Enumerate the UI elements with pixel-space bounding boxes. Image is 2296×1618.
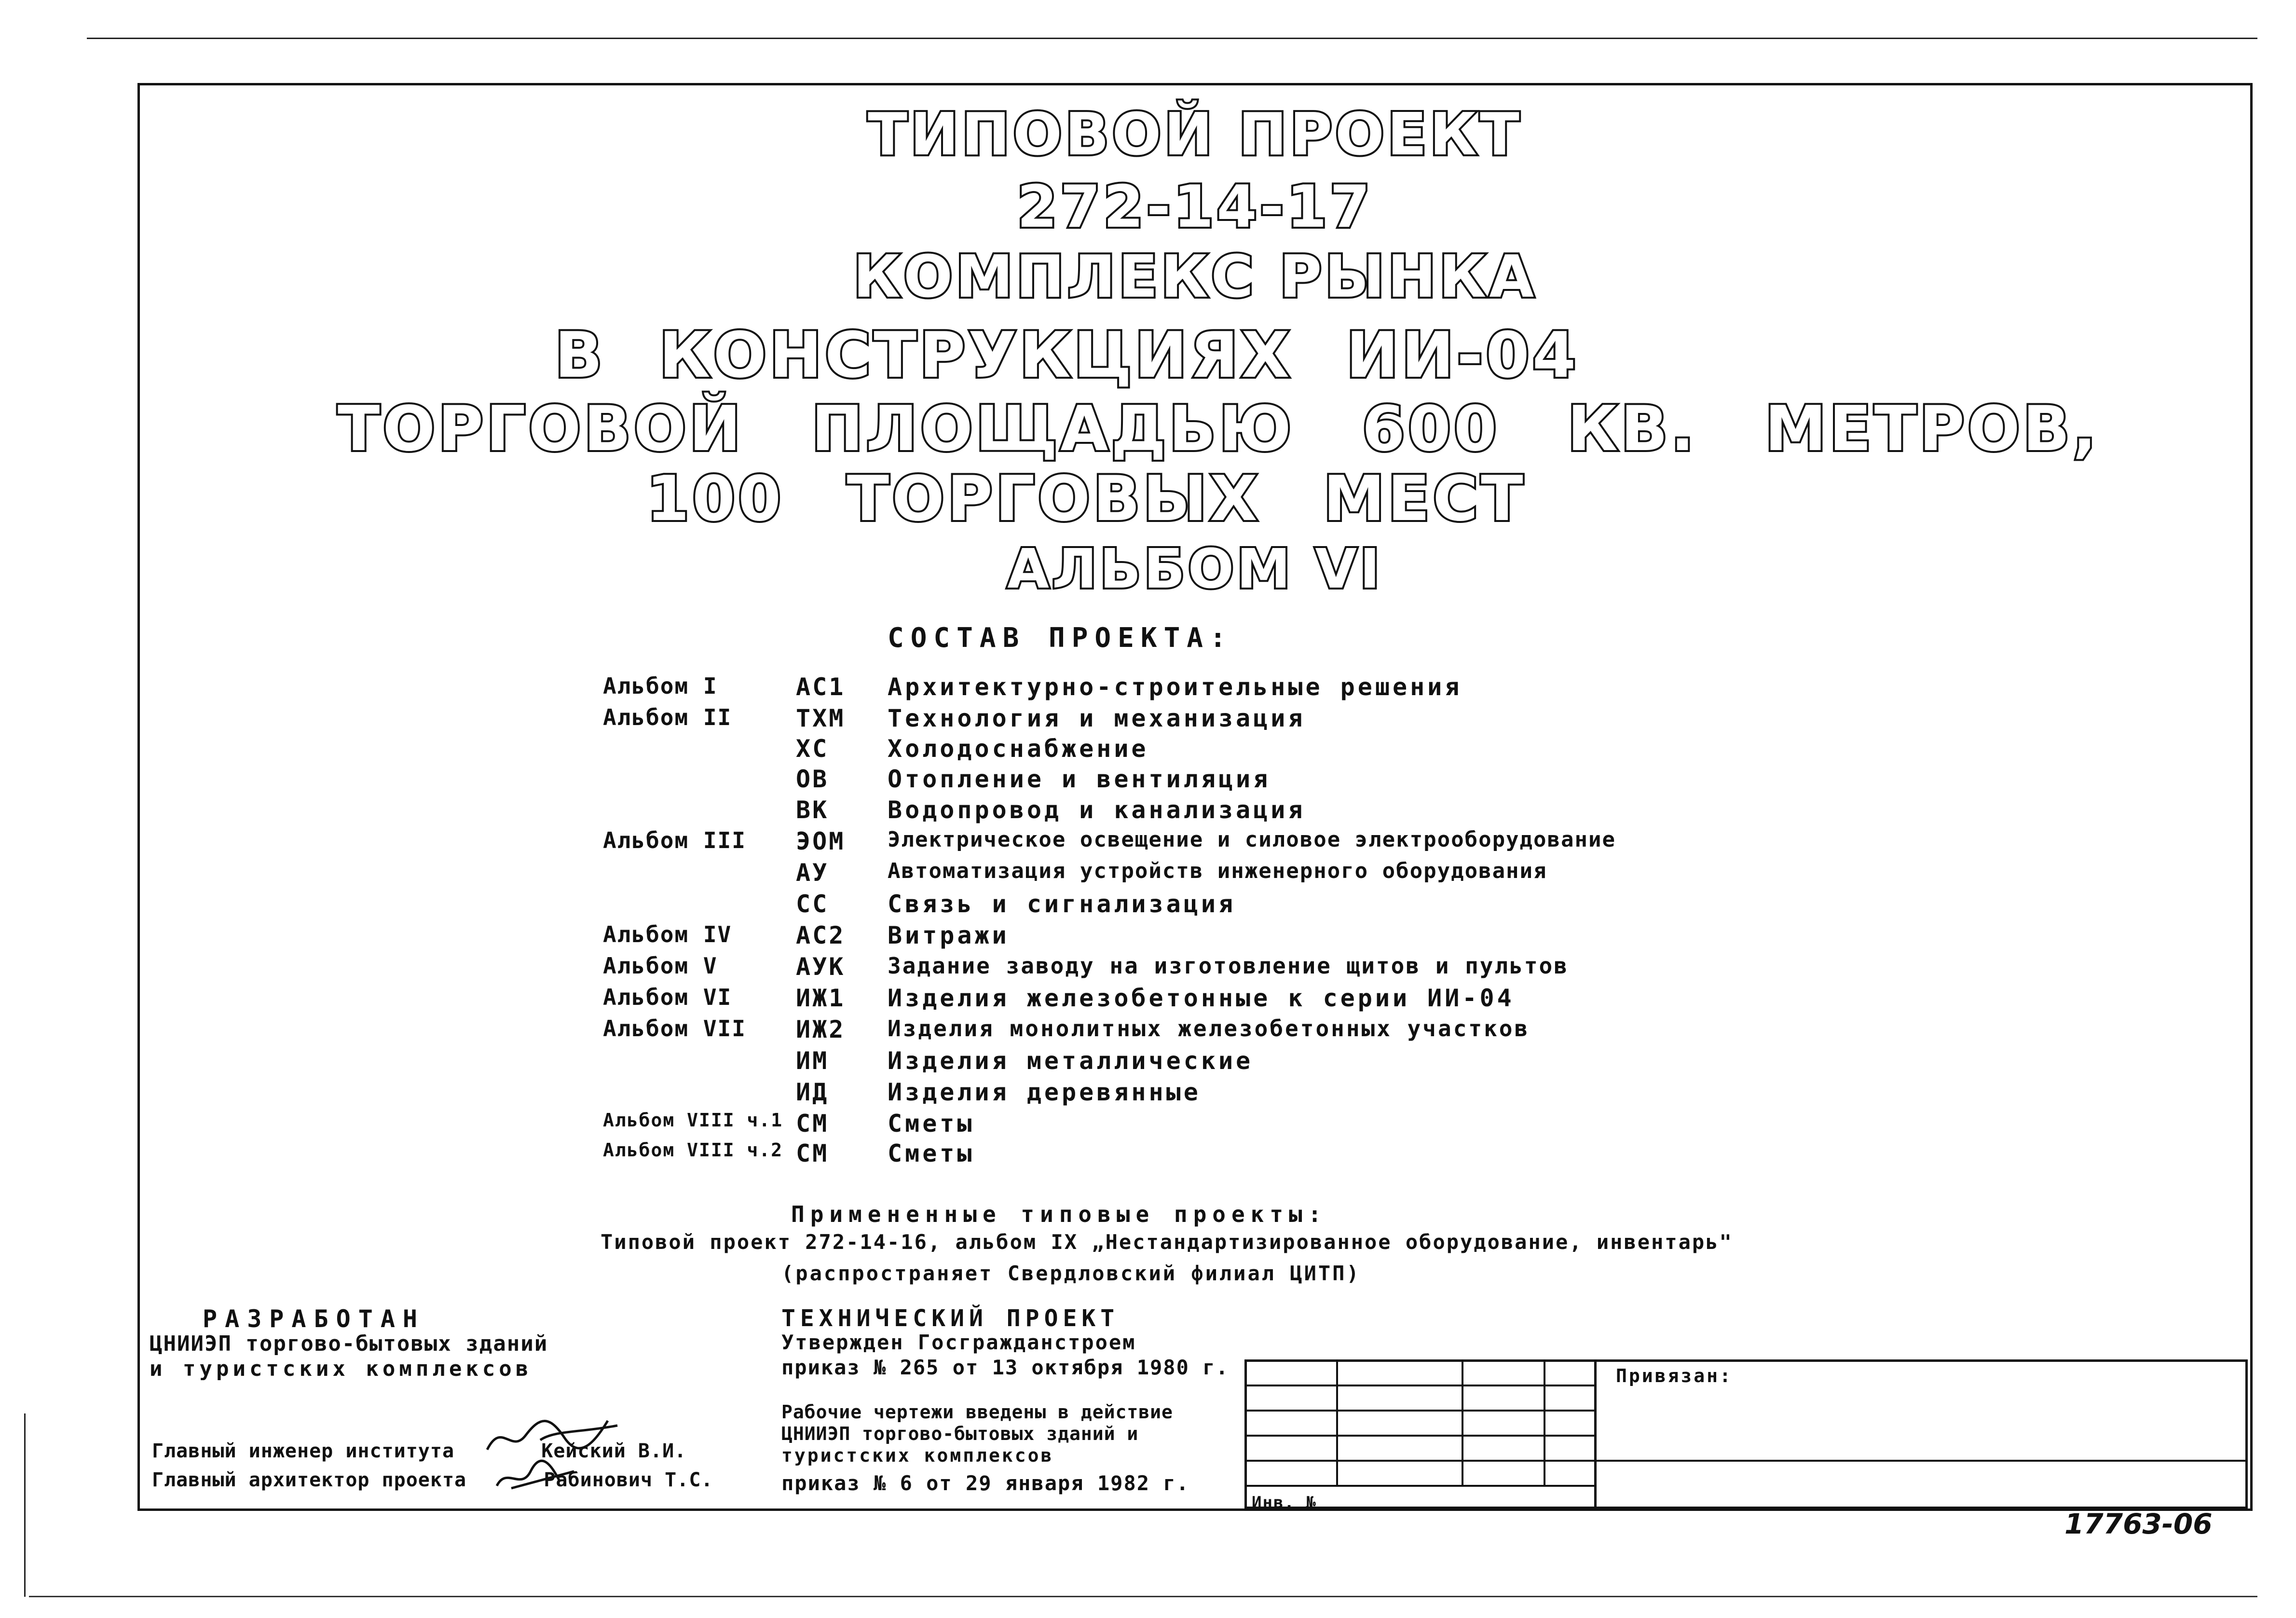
technical-approved-by: Утвержден Госгражданстроем: [781, 1330, 1136, 1354]
section-code: ТХМ: [796, 704, 846, 732]
title-project-number: 272-14-17: [1017, 174, 1373, 241]
applied-projects-distributor: (распространяет Свердловский филиал ЦИТП): [781, 1261, 1361, 1285]
chief-architect-title: Главный архитектор проекта: [152, 1469, 467, 1491]
section-name: Архитектурно-строительные решения: [888, 673, 1462, 701]
working-drawings-line3: туристских комплексов: [781, 1445, 1054, 1466]
album-label: Альбом VI: [603, 984, 732, 1010]
section-name: Изделия железобетонные к серии ИИ-04: [888, 984, 1515, 1012]
applied-projects-heading: Примененные типовые проекты:: [791, 1201, 1327, 1227]
developer-heading: РАЗРАБОТАН: [203, 1305, 425, 1333]
title-block-grid: [1244, 1359, 2248, 1509]
section-name: Связь и сигнализация: [888, 890, 1236, 918]
technical-order: приказ № 265 от 13 октября 1980 г.: [781, 1356, 1229, 1379]
working-drawings-line1: Рабочие чертежи введены в действие: [781, 1401, 1173, 1423]
section-code: ХС: [796, 735, 829, 763]
album-label: Альбом VIII ч.1: [603, 1110, 783, 1131]
title-constructions: В КОНСТРУКЦИЯХ ИИ-04: [555, 318, 1579, 392]
chief-architect-line: [152, 1469, 713, 1491]
chief-engineer-title: Главный инженер института: [152, 1440, 455, 1462]
section-code: ОВ: [796, 765, 829, 793]
sheet-edge-left: [24, 1413, 26, 1597]
section-code: СМ: [796, 1139, 829, 1167]
document-number: 17763-06: [2064, 1508, 2213, 1540]
technical-project-heading: ТЕХНИЧЕСКИЙ ПРОЕКТ: [781, 1305, 1120, 1332]
applied-projects-line: Типовой проект 272-14-16, альбом IX „Нестандартизированное оборудование, инвентарь": [601, 1230, 1733, 1254]
working-drawings-order: приказ № 6 от 29 января 1982 г.: [781, 1471, 1189, 1495]
section-name: Водопровод и канализация: [888, 796, 1306, 824]
working-drawings-line2: ЦНИИЭП торгово-бытовых зданий и: [781, 1423, 1139, 1444]
section-code: ЭОМ: [796, 827, 846, 855]
section-code: АУ: [796, 859, 829, 887]
album-label: Альбом VII: [603, 1015, 746, 1042]
album-label: Альбом IV: [603, 921, 732, 947]
section-code: ИМ: [796, 1047, 829, 1075]
title-project-type: ТИПОВОЙ ПРОЕКТ: [868, 101, 1522, 168]
section-code: АУК: [796, 953, 846, 981]
section-code: АС2: [796, 921, 846, 949]
section-name: Задание заводу на изготовление щитов и пультов: [888, 953, 1569, 979]
developer-org-line2: и туристских комплексов: [150, 1357, 533, 1381]
section-name: Изделия деревянные: [888, 1078, 1201, 1106]
album-label: Альбом V: [603, 953, 718, 979]
section-name: Изделия монолитных железобетонных участков: [888, 1015, 1530, 1042]
chief-engineer-name: Кейский В.И.: [541, 1440, 687, 1462]
top-rule: [87, 38, 2257, 39]
inventory-number-label: Инв. №: [1252, 1493, 1317, 1512]
section-code: ИЖ2: [796, 1015, 846, 1043]
album-label: Альбом II: [603, 704, 732, 730]
album-label: Альбом III: [603, 827, 746, 853]
section-code: ИЖ1: [796, 984, 846, 1012]
section-name: Технология и механизация: [888, 704, 1306, 732]
section-code: ИД: [796, 1078, 829, 1106]
section-name: Отопление и вентиляция: [888, 765, 1271, 793]
section-name: Изделия металлические: [888, 1047, 1254, 1075]
composition-heading: СОСТАВ ПРОЕКТА:: [888, 622, 1233, 654]
bottom-rule: [29, 1596, 2257, 1597]
title-album: АЛЬБОМ VI: [1007, 538, 1383, 601]
section-name: Холодоснабжение: [888, 735, 1149, 763]
section-name: Электрическое освещение и силовое электрооборудование: [888, 827, 1616, 852]
developer-org-line1: ЦНИИЭП торгово-бытовых зданий: [150, 1331, 548, 1356]
section-code: ВК: [796, 796, 829, 824]
section-name: Автоматизация устройств инженерного оборудования: [888, 859, 1547, 883]
section-code: АС1: [796, 673, 846, 701]
title-complex: КОМПЛЕКС РЫНКА: [853, 244, 1537, 311]
section-name: Сметы: [888, 1110, 975, 1138]
section-code: СС: [796, 890, 829, 918]
chief-architect-name: Рабинович Т.С.: [544, 1469, 713, 1491]
album-label: Альбом VIII ч.2: [603, 1139, 783, 1161]
section-name: Витражи: [888, 921, 1010, 949]
chief-architect-signature: [492, 1452, 579, 1495]
section-code: СМ: [796, 1110, 829, 1138]
album-label: Альбом I: [603, 673, 718, 699]
title-area: ТОРГОВОЙ ПЛОЩАДЬЮ 600 КВ. МЕТРОВ,: [338, 393, 2099, 465]
privyazan-label: Привязан:: [1616, 1365, 1733, 1386]
section-name: Сметы: [888, 1139, 975, 1167]
title-places: 100 ТОРГОВЫХ МЕСТ: [646, 463, 1526, 535]
